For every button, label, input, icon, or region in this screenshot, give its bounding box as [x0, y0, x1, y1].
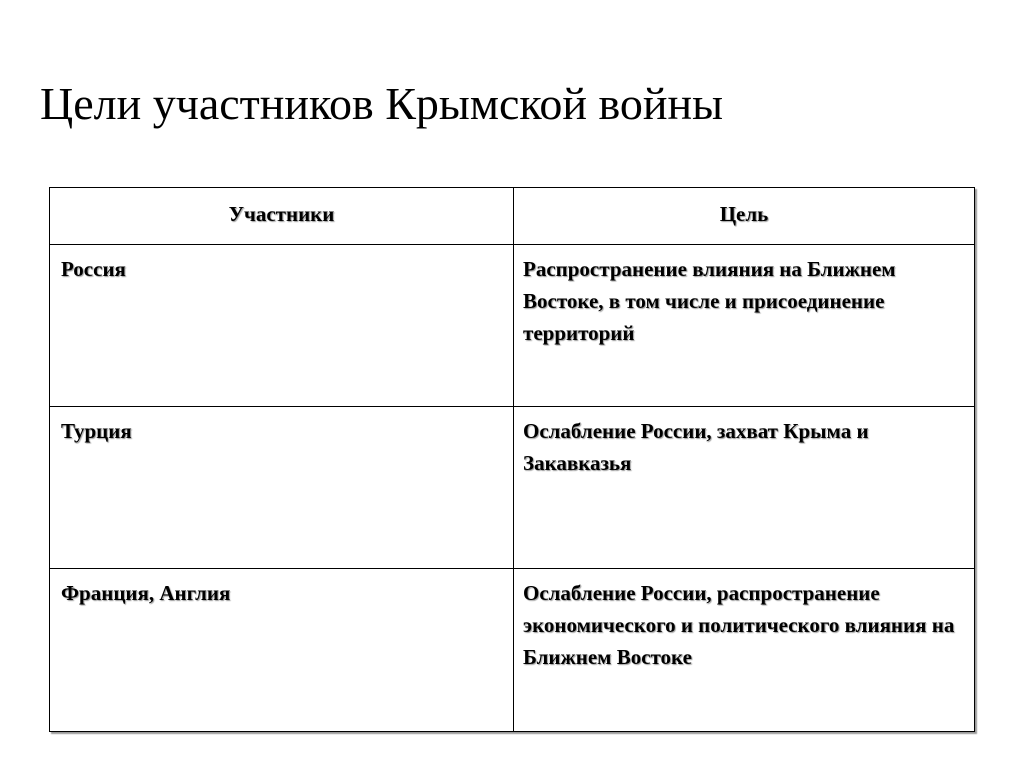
- table-row: [50, 245, 975, 407]
- table-row: [50, 569, 975, 732]
- participant-cell: Россия: [50, 245, 514, 407]
- goals-table: [49, 187, 975, 732]
- table-row: [50, 407, 975, 569]
- goal-cell: Ослабление России, захват Крыма и Закавказья: [514, 407, 975, 569]
- goal-cell: Ослабление России, распространение экономического и политического влияния на Ближнем Востоке: [514, 569, 975, 732]
- goal-cell: Распространение влияния на Ближнем Востоке, в том числе и присоединение территорий: [514, 245, 975, 407]
- header-goal: Цель: [514, 188, 975, 245]
- page-title: Цели участников Крымской войны: [40, 78, 724, 129]
- table-header-row: [50, 188, 975, 245]
- header-participants: Участники: [50, 188, 514, 245]
- participant-cell: Франция, Англия: [50, 569, 514, 732]
- participant-cell: Турция: [50, 407, 514, 569]
